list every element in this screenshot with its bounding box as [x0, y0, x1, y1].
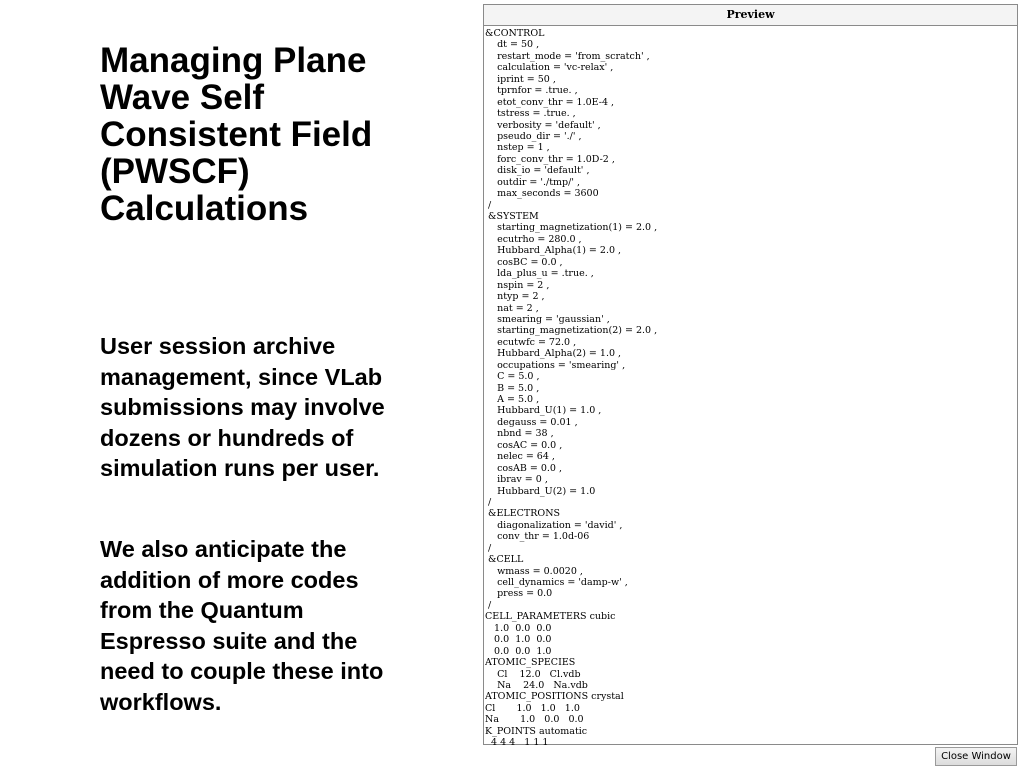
preview-code-line: restart_mode = 'from_scratch' , [485, 50, 650, 62]
paragraph-line: dozens or hundreds of [100, 424, 354, 451]
preview-code-line: degauss = 0.01 , [485, 416, 578, 428]
preview-code-line: ntyp = 2 , [485, 291, 545, 303]
preview-code-line: calculation = 'vc-relax' , [485, 62, 614, 74]
preview-code-line: CELL_PARAMETERS cubic [485, 611, 616, 623]
preview-code-line: dt = 50 , [485, 39, 540, 51]
preview-code-line: Na 24.0 Na.vdb [485, 679, 588, 691]
preview-code-line: verbosity = 'default' , [485, 119, 601, 131]
preview-header: Preview [484, 5, 1017, 26]
preview-code-line: tprnfor = .true. , [485, 85, 578, 97]
preview-code-line: 1.0 0.0 0.0 [485, 622, 552, 634]
preview-code-line: Na 1.0 0.0 0.0 [485, 714, 584, 726]
preview-code-line: Hubbard_Alpha(1) = 2.0 , [485, 245, 622, 257]
preview-code-line: 4 4 4 1 1 1 [485, 737, 549, 749]
preview-code-line: forc_conv_thr = 1.0D-2 , [485, 153, 615, 165]
preview-code-line: Hubbard_U(2) = 1.0 [485, 485, 596, 497]
close-window-button[interactable]: Close Window [935, 747, 1017, 766]
preview-code-line: ATOMIC_SPECIES [485, 657, 576, 669]
preview-code-line: conv_thr = 1.0d-06 [485, 531, 590, 543]
title-line: Managing Plane [100, 41, 367, 80]
preview-code-line: C = 5.0 , [485, 371, 540, 383]
preview-code-line: max_seconds = 3600 [485, 188, 599, 200]
title-line: Consistent Field [100, 115, 373, 154]
preview-code-line: nspin = 2 , [485, 279, 550, 291]
paragraph-line: User session archive [100, 333, 336, 359]
paragraph-line: submissions may involve [100, 394, 385, 420]
preview-code-line: pseudo_dir = './' , [485, 130, 582, 142]
preview-code-line: / [485, 496, 492, 508]
preview-code-line: Hubbard_U(1) = 1.0 , [485, 405, 602, 417]
paragraph-session-archive [100, 331, 460, 484]
paragraph-line: addition of more codes [100, 566, 359, 593]
preview-code-line: cosBC = 0.0 , [485, 256, 563, 268]
preview-code-line: ibrav = 0 , [485, 474, 548, 486]
preview-code-line: A = 5.0 , [485, 394, 540, 405]
preview-code-line: nbnd = 38 , [485, 428, 554, 440]
slide-title [100, 42, 460, 227]
preview-code-line: 0.0 0.0 1.0 [485, 645, 552, 657]
preview-code-line: ecutwfc = 72.0 , [485, 336, 577, 348]
preview-window [483, 4, 1018, 749]
preview-code-line: iprint = 50 , [485, 73, 556, 85]
preview-code-line: starting_magnetization(1) = 2.0 , [485, 222, 658, 234]
preview-code-line: occupations = 'smearing' , [485, 359, 626, 371]
paragraph-more-codes [100, 534, 460, 717]
preview-code-line: nat = 2 , [485, 302, 539, 314]
preview-code-line: nstep = 1 , [485, 142, 550, 154]
preview-code-line: Hubbard_Alpha(2) = 1.0 , [485, 348, 622, 360]
preview-code-line: K_POINTS automatic [485, 725, 588, 737]
paragraph-line: We also anticipate the [100, 536, 347, 562]
paragraph-line: from the Quantum [100, 597, 304, 623]
preview-code-line: cosAB = 0.0 , [485, 462, 562, 474]
preview-code-line: &CONTROL [485, 28, 545, 39]
preview-code-line: press = 0.0 [485, 588, 553, 600]
title-line: Wave Self [100, 78, 265, 117]
preview-code-line: lda_plus_u = .true. , [485, 268, 594, 280]
preview-code-line: disk_io = 'default' , [485, 165, 590, 177]
paragraph-line: Espresso suite and the [100, 627, 358, 654]
preview-code-line: &SYSTEM [485, 211, 539, 222]
preview-code-line: cell_dynamics = 'damp-w' , [485, 577, 628, 588]
paragraph-line: simulation runs per user. [100, 455, 380, 481]
title-line: (PWSCF) [100, 152, 250, 191]
paragraph-line: workflows. [100, 688, 222, 715]
preview-code-line: Cl 12.0 Cl.vdb [485, 668, 581, 680]
preview-body[interactable] [484, 26, 1017, 749]
preview-code-line: outdir = './tmp/' , [485, 176, 580, 188]
preview-code-line: / [485, 199, 492, 211]
preview-code-line: nelec = 64 , [485, 451, 555, 463]
preview-code-line: wmass = 0.0020 , [485, 565, 583, 577]
preview-code-line: smearing = 'gaussian' , [485, 313, 610, 325]
preview-code-line: ecutrho = 280.0 , [485, 233, 582, 245]
preview-code-line: &CELL [485, 554, 524, 566]
preview-code-line: Cl 1.0 1.0 1.0 [485, 702, 580, 714]
preview-code-line: &ELECTRONS [485, 508, 561, 520]
preview-code-line: / [485, 542, 492, 554]
title-line: Calculations [100, 189, 309, 228]
preview-code-line: 0.0 1.0 0.0 [485, 634, 552, 646]
paragraph-line: need to couple these into [100, 658, 384, 684]
preview-code-line: starting_magnetization(2) = 2.0 , [485, 325, 658, 337]
preview-code-line: ATOMIC_POSITIONS crystal [485, 691, 624, 703]
preview-code-line: / [485, 599, 492, 611]
preview-code-line: diagonalization = 'david' , [485, 519, 623, 531]
preview-code-line: tstress = .true. , [485, 108, 576, 120]
preview-code-line: cosAC = 0.0 , [485, 439, 563, 451]
preview-code-line: B = 5.0 , [485, 382, 540, 394]
preview-code-line: etot_conv_thr = 1.0E-4 , [485, 96, 615, 108]
paragraph-line: management, since VLab [100, 363, 383, 390]
